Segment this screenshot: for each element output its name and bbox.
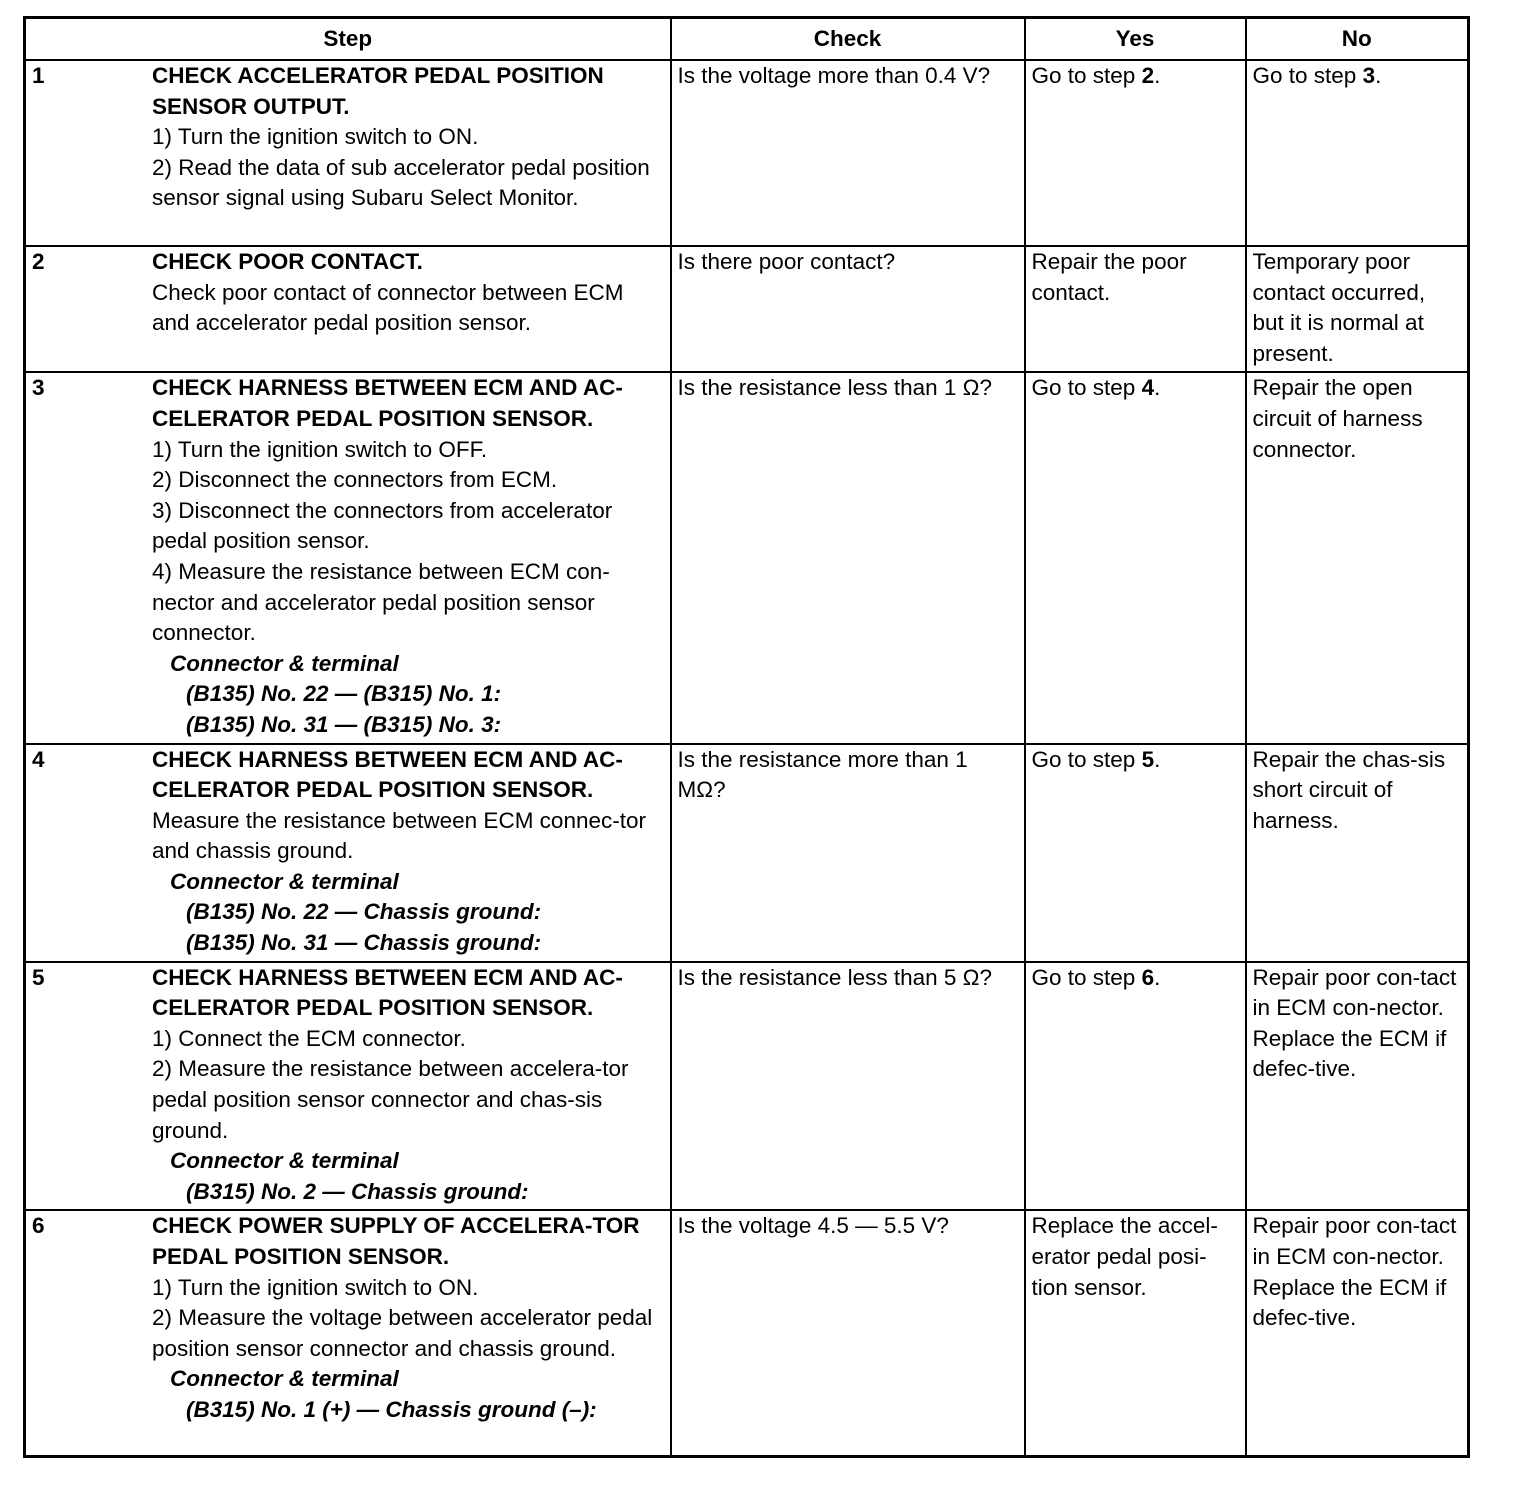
step-instruction: 4) Measure the resistance between ECM con-nector and accelerator pedal position sensor connector.	[152, 558, 610, 646]
yes-text: Repair the poor contact.	[1031, 249, 1187, 305]
no-text: Go to step	[1252, 63, 1363, 88]
yes-step-ref: 2	[1141, 63, 1155, 88]
connector-terminal-spec: (B315) No. 1 (+) — Chassis ground (–):	[186, 1396, 597, 1422]
step-number: 2	[32, 249, 45, 274]
no-text: Repair the chas-sis short circuit of harness.	[1252, 746, 1446, 833]
yes-cell	[1025, 372, 1246, 743]
step-instruction: Measure the resistance between ECM connec-tor and chassis ground.	[152, 807, 646, 864]
yes-text: Replace the accel-erator pedal posi-tion sensor.	[1031, 1213, 1218, 1300]
yes-text-end: .	[1154, 63, 1161, 88]
table-row	[25, 744, 1469, 962]
connector-terminal-spec: (B135) No. 31 — Chassis ground:	[186, 930, 542, 956]
no-cell	[1246, 744, 1469, 962]
step-number: 6	[32, 1213, 45, 1239]
step-cell	[25, 744, 671, 962]
step-title: CHECK HARNESS BETWEEN ECM AND AC-CELERATOR PEDAL POSITION SENSOR.	[152, 964, 623, 1021]
yes-text-end: .	[1154, 964, 1161, 990]
header-step: Step	[25, 18, 671, 61]
table-row	[25, 962, 1469, 1211]
yes-step-ref: 4	[1141, 375, 1155, 401]
no-cell	[1246, 1210, 1469, 1456]
no-cell	[1246, 60, 1469, 246]
no-cell	[1246, 962, 1469, 1211]
check-cell: Is the resistance less than 1 Ω?	[671, 372, 1025, 743]
step-instruction: 2) Read the data of sub accelerator pedal position sensor signal using Subaru Select Monitor.	[152, 154, 650, 211]
step-cell	[25, 962, 671, 1211]
step-instruction: 1) Connect the ECM connector.	[152, 1025, 466, 1051]
step-cell	[25, 372, 671, 743]
yes-cell	[1025, 246, 1246, 372]
yes-cell	[1025, 1210, 1246, 1456]
step-instruction: 1) Turn the ignition switch to ON.	[152, 1274, 479, 1300]
check-cell: Is the voltage 4.5 — 5.5 V?	[671, 1210, 1025, 1456]
connector-terminal-spec: (B135) No. 22 — Chassis ground:	[186, 899, 542, 925]
yes-cell	[1025, 60, 1246, 246]
connector-terminal-label: Connector & terminal	[170, 650, 399, 676]
step-instruction: 2) Measure the resistance between accelera-tor pedal position sensor connector and chas-sis ground.	[152, 1056, 629, 1143]
table-body	[25, 60, 1469, 1456]
yes-step-ref: 5	[1141, 746, 1155, 772]
no-text: Repair poor con-tact in ECM con-nector. Replace the ECM if defec-tive.	[1252, 964, 1457, 1082]
step-number: 5	[32, 964, 45, 990]
step-cell	[25, 60, 671, 246]
header-check: Check	[671, 18, 1025, 61]
step-title: CHECK POOR CONTACT.	[152, 249, 423, 274]
step-instruction: 1) Turn the ignition switch to ON.	[152, 124, 479, 150]
step-instruction: 1) Turn the ignition switch to OFF.	[152, 436, 488, 462]
step-title: CHECK HARNESS BETWEEN ECM AND AC-CELERATOR PEDAL POSITION SENSOR.	[152, 375, 623, 431]
connector-terminal-spec: (B135) No. 22 — (B315) No. 1:	[186, 681, 502, 707]
step-number: 4	[32, 746, 45, 772]
table-row	[25, 60, 1469, 246]
connector-terminal-label: Connector & terminal	[170, 868, 399, 894]
yes-text: Go to step	[1031, 63, 1142, 88]
step-instruction: Check poor contact of connector between ECM and accelerator pedal position sensor.	[152, 279, 624, 336]
connector-terminal-label: Connector & terminal	[170, 1366, 399, 1392]
no-text: Temporary poor contact occurred, but it is normal at present.	[1252, 249, 1426, 366]
check-cell: Is the resistance less than 5 Ω?	[671, 962, 1025, 1211]
no-cell	[1246, 372, 1469, 743]
diagnostic-procedure-table	[23, 16, 1470, 1458]
check-cell: Is the voltage more than 0.4 V?	[671, 60, 1025, 246]
step-instruction: 3) Disconnect the connectors from accelerator pedal position sensor.	[152, 497, 613, 554]
yes-text-end: .	[1154, 375, 1161, 401]
no-step-ref: 3	[1362, 63, 1376, 88]
header-no: No	[1246, 18, 1469, 61]
no-text: Repair poor con-tact in ECM con-nector. Replace the ECM if defec-tive.	[1252, 1213, 1457, 1331]
check-cell: Is the resistance more than 1 MΩ?	[671, 744, 1025, 962]
connector-terminal-spec: (B315) No. 2 — Chassis ground:	[186, 1178, 529, 1204]
table-row	[25, 1210, 1469, 1456]
step-title: CHECK POWER SUPPLY OF ACCELERA-TOR PEDAL POSITION SENSOR.	[152, 1213, 640, 1269]
no-text: Repair the open circuit of harness connector.	[1252, 375, 1423, 462]
step-instruction: 2) Disconnect the connectors from ECM.	[152, 467, 558, 493]
table-row	[25, 372, 1469, 743]
table-header-row	[25, 18, 1469, 61]
no-cell	[1246, 246, 1469, 372]
yes-text: Go to step	[1031, 964, 1142, 990]
no-text-end: .	[1375, 63, 1382, 88]
step-title: CHECK HARNESS BETWEEN ECM AND AC-CELERATOR PEDAL POSITION SENSOR.	[152, 746, 623, 803]
step-cell	[25, 1210, 671, 1456]
table-row	[25, 246, 1469, 372]
connector-terminal-spec: (B135) No. 31 — (B315) No. 3:	[186, 711, 502, 737]
header-yes: Yes	[1025, 18, 1246, 61]
yes-text: Go to step	[1031, 375, 1142, 401]
step-title: CHECK ACCELERATOR PEDAL POSITION SENSOR OUTPUT.	[152, 63, 604, 119]
step-number: 3	[32, 375, 45, 401]
yes-text-end: .	[1154, 746, 1161, 772]
step-number: 1	[32, 63, 45, 88]
yes-step-ref: 6	[1141, 964, 1155, 990]
yes-cell	[1025, 744, 1246, 962]
step-cell	[25, 246, 671, 372]
connector-terminal-label: Connector & terminal	[170, 1148, 399, 1174]
yes-text: Go to step	[1031, 746, 1142, 772]
step-instruction: 2) Measure the voltage between accelerator pedal position sensor connector and chassis ground.	[152, 1305, 653, 1361]
check-cell: Is there poor contact?	[671, 246, 1025, 372]
yes-cell	[1025, 962, 1246, 1211]
